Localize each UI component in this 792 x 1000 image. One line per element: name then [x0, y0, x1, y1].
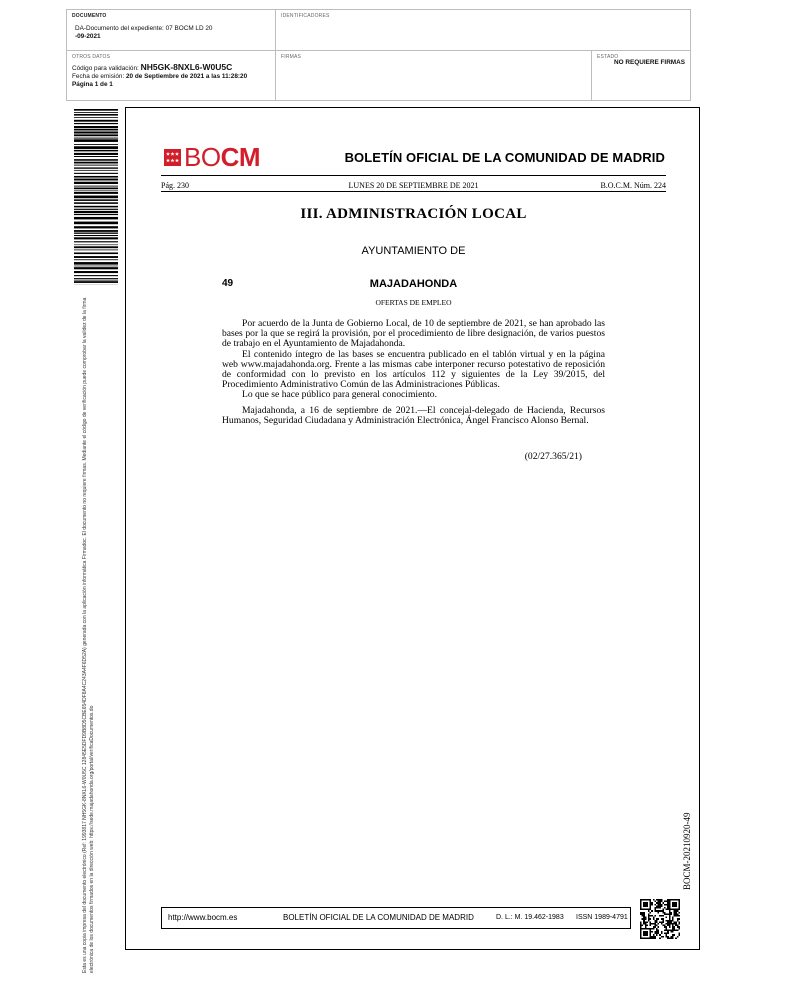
subject-heading: OFERTAS DE EMPLEO	[375, 298, 452, 307]
pagina-info: Página 1 de 1	[72, 81, 113, 88]
documento-label: DOCUMENTO	[72, 13, 107, 19]
estado-label: ESTADO	[597, 54, 619, 60]
page-footer	[161, 907, 631, 929]
paragraph: Por acuerdo de la Junta de Gobierno Local, de 10 de septiembre de 2021, se han aprobado las bases por la que se regirá la provisión, por el procedimiento de libre designación, de varios puestos de trabajo en el Ayuntamiento de Majadahonda.	[222, 318, 605, 350]
estado-cell	[592, 51, 691, 100]
footer-issn: ISSN 1989-4791	[576, 914, 628, 921]
identificadores-cell	[276, 10, 691, 51]
reference-code: (02/27.365/21)	[524, 451, 582, 462]
firmas-cell	[276, 51, 592, 100]
estado-value: NO REQUIERE FIRMAS	[614, 59, 686, 66]
bocm-logo	[164, 144, 260, 170]
documento-line2: -09-2021	[75, 33, 101, 40]
codigo-validacion	[72, 63, 232, 73]
bocm-vertical-code: BOCM-20210920-49	[682, 812, 692, 890]
header-rule-top	[161, 175, 666, 176]
bulletin-title: BOLETÍN OFICIAL DE LA COMUNIDAD DE MADRID	[344, 150, 665, 165]
firmas-label: FIRMAS	[281, 54, 302, 60]
header-rule-bottom	[161, 191, 666, 192]
paragraph: Lo que se hace público para general conocimiento.	[242, 389, 437, 401]
barcode-image	[74, 109, 118, 285]
ayuntamiento-heading: AYUNTAMIENTO DE	[361, 245, 466, 257]
otros-datos-cell	[67, 51, 276, 100]
issue-number: B.O.C.M. Núm. 224	[600, 181, 666, 190]
footer-url[interactable]: http://www.bocm.es	[168, 913, 238, 922]
documento-cell	[67, 10, 276, 51]
paragraph: El contenido íntegro de las bases se encuentra publicado en el tablón virtual y en la página web www.majadahonda.org. Frente a las mismas cabe interponer recurso potestativo de reposición de conformidad con lo previsto en los artículos 112 y siguientes de la Ley 39/2015, del Procedimiento Administrativo Común de las Administraciones Públicas.	[222, 348, 605, 391]
documento-line1: DA-Documento del expediente: 07 BOCM LD 20	[75, 25, 213, 32]
bocm-logo-text: BOCM	[184, 142, 261, 172]
codigo-label: Código para validación:	[72, 65, 139, 72]
page-frame	[125, 107, 700, 950]
paragraph: Majadahonda, a 16 de septiembre de 2021.—El concejal-delegado de Hacienda, Recursos Humanos, Seguridad Ciudadana y Administración Electrónica, Ángel Francisco Alonso Bernal.	[222, 404, 605, 426]
document-header	[66, 9, 691, 101]
fecha-emision	[72, 73, 247, 81]
municipality-heading: MAJADAHONDA	[369, 278, 458, 290]
verification-side-text: Esta es una copia impresa del documento electrónico (Ref: 1993817 NH5GK-8NXL6-W0U5C 12845E5DFD9B8D5CBE654DF8A4C243A4F6D52A) generada con la aplicación informática Firmadoc. El documento no requiere firmas. Mediante el código de verificación puede comprobar la validez de la firma electrónica de los documentos firmados en la dirección web: https://sede.majadahonda.org/portal/verificaDocumentos.do	[82, 297, 95, 973]
otros-datos-label: OTROS DATOS	[72, 54, 111, 60]
announcement-number: 49	[222, 278, 234, 289]
fecha-label: Fecha de emisión:	[72, 73, 125, 80]
page-number: Pág. 230	[161, 181, 189, 190]
identificadores-label: IDENTIFICADORES	[281, 13, 330, 19]
qr-code-image	[640, 899, 680, 939]
madrid-flag-icon	[164, 149, 181, 166]
footer-title: BOLETÍN OFICIAL DE LA COMUNIDAD DE MADRID	[283, 913, 474, 922]
issue-date: LUNES 20 DE SEPTIEMBRE DE 2021	[348, 181, 479, 190]
fecha-value: 20 de Septiembre de 2021 a las 11:28:20	[126, 73, 248, 80]
announcement-body	[222, 319, 605, 426]
codigo-value: NH5GK-8NXL6-W0U5C	[140, 62, 233, 72]
footer-legal-deposit: D. L.: M. 19.462-1983	[496, 914, 564, 921]
section-heading: III. ADMINISTRACIÓN LOCAL	[300, 206, 527, 222]
